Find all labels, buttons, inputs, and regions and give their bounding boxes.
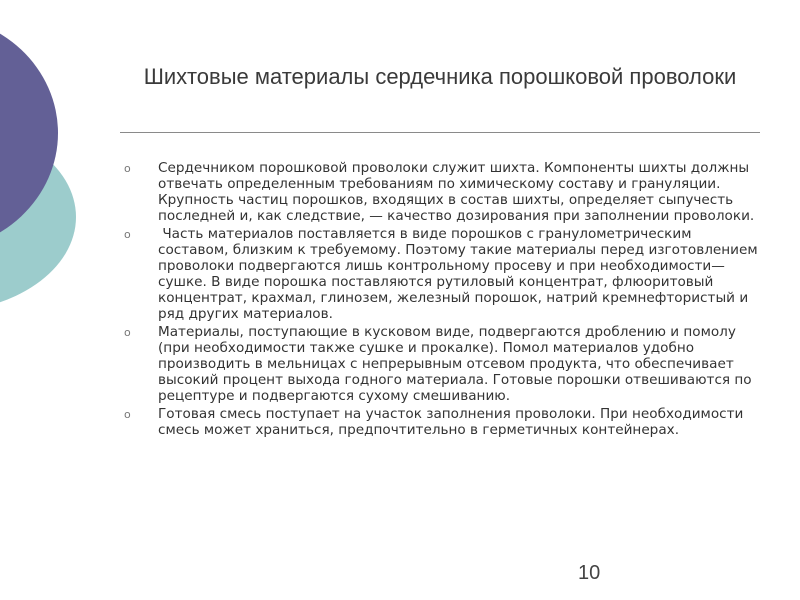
decorative-circles (0, 0, 80, 320)
bullet-text: Готовая смесь поступает на участок заполнения проволоки. При необходимости смесь может храниться, предпочтительно в герметичных контейнерах. (158, 406, 744, 438)
bullet-text: Часть материалов поставляется в виде порошков с гранулометрическим составом, близким к требуемому. Поэтому такие материалы перед изготовлением проволоки подвергаются лишь контрольному просеву и при необходимости—сушке. В виде порошка поставляются рутиловый концентрат, флюоритовый концентрат, крахмал, глинозем, железный порошок, натрий кремнефтористый и ряд других материалов. (158, 226, 762, 322)
list-item (124, 324, 764, 404)
bullet-list (124, 160, 764, 440)
bullet-icon: o (124, 162, 131, 175)
page-number: 10 (578, 562, 601, 584)
list-item (124, 226, 764, 322)
bullet-text: Сердечником порошковой проволоки служит шихта. Компоненты шихты должны отвечать определенным требованиям по химическому составу и грануляции. Крупность частиц порошков, входящих в состав шихты, определяет сыпучесть последней и, как следствие, — качество дозирования при заполнении проволоки. (158, 160, 755, 224)
bullet-icon: o (124, 228, 131, 241)
title-divider (120, 132, 760, 133)
bullet-icon: o (124, 326, 131, 339)
list-item (124, 406, 764, 438)
list-item (124, 160, 764, 224)
slide-title: Шихтовые материалы сердечника порошковой проволоки (143, 64, 737, 89)
bullet-icon: o (124, 408, 131, 421)
bullet-text: Материалы, поступающие в кусковом виде, подвергаются дроблению и помолу (при необходимости также сушке и прокалке). Помол материалов удобно производить в мельницах с непрерывным отсевом продукта, что обеспечивает высокий процент выхода годного материала. Готовые порошки отвешиваются по рецептуре и подвергаются сухому смешиванию. (158, 324, 752, 404)
